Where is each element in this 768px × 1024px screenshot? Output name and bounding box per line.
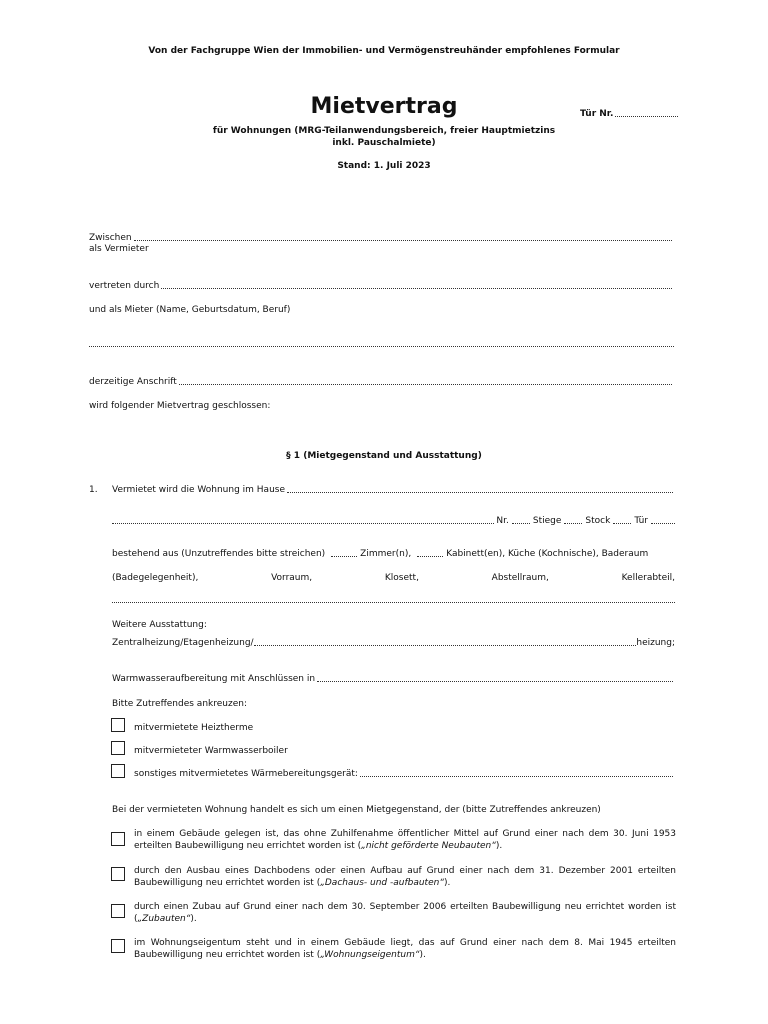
hot-water-label: Warmwasseraufbereitung mit Anschlüssen in	[112, 674, 316, 684]
contract-concluded-text: wird folgender Mietvertrag geschlossen:	[89, 401, 271, 411]
current-address-label: derzeitige Anschrift	[89, 377, 177, 387]
attic-extension-checkbox[interactable]	[111, 867, 125, 881]
unsubsidized-newbuild-checkbox[interactable]	[111, 832, 125, 846]
condominium-text	[134, 937, 676, 961]
address-details-row	[112, 515, 675, 527]
option-end: ).	[495, 841, 503, 851]
document-title: Mietvertrag	[310, 94, 458, 119]
landlord-label: als Vermieter	[89, 244, 149, 254]
current-address-line[interactable]	[179, 384, 672, 385]
other-heater-checkbox[interactable]	[111, 764, 125, 778]
water-boiler-label: mitvermieteter Warmwasserboiler	[134, 746, 288, 756]
version-date: Stand: 1. Juli 2023	[337, 161, 431, 171]
room-types-row	[112, 572, 675, 584]
heating-unit-label: mitvermietete Heiztherme	[134, 723, 254, 733]
tenant-label: und als Mieter (Name, Geburtsdatum, Beruf)	[89, 305, 291, 315]
room-extra-line[interactable]	[112, 602, 675, 603]
rented-flat-label: Vermietet wird die Wohnung im Hause	[112, 485, 285, 495]
room-type: Klosett,	[384, 573, 419, 583]
option-end: ).	[419, 950, 426, 960]
form-origin-note: Von der Fachgruppe Wien der Immobilien- und Vermögenstreuhänder empfohlenes Formular	[148, 46, 620, 56]
heating-field[interactable]	[112, 637, 675, 649]
rooms-count-line[interactable]	[331, 556, 357, 557]
subtitle-line-2: inkl. Pauschalmiete)	[332, 138, 436, 148]
landlord-line[interactable]	[134, 240, 672, 241]
option-end: ).	[190, 914, 197, 924]
current-address-field[interactable]	[89, 376, 674, 388]
option-term: „Dachaus- und -aufbauten“	[320, 878, 444, 888]
heating-line[interactable]	[254, 645, 637, 646]
option-text: durch einen Zubau auf Grund einer nach dem 30. September 2006 erteilten Baubewilligung neu errichtet worden ist (	[134, 902, 676, 924]
water-boiler-checkbox[interactable]	[111, 741, 125, 755]
object-type-instruction: Bei der vermieteten Wohnung handelt es sich um einen Mietgegenstand, der (bitte Zutreffendes ankreuzen)	[112, 805, 601, 815]
cabinet-count-line[interactable]	[417, 556, 443, 557]
item-number: 1.	[89, 485, 98, 495]
hot-water-field[interactable]	[112, 673, 675, 685]
represented-by-field[interactable]	[89, 280, 674, 292]
other-heater-label: sonstiges mitvermietetes Wärmebereitungsgerät:	[134, 769, 358, 779]
option-term: „Wohnungseigentum“	[320, 950, 420, 960]
option-text: im Wohnungseigentum steht und in einem Gebäude liegt, das auf Grund einer nach dem 8. Mai 1945 erteilten Baubewilligung neu errichtet worden ist (	[134, 938, 676, 960]
floor-label: Stock	[585, 516, 611, 526]
number-label: Nr.	[496, 516, 509, 526]
tenant-line[interactable]	[89, 346, 674, 347]
option-text: durch den Ausbau eines Dachbodens oder einen Aufbau auf Grund einer nach dem 31. Dezember 2001 erteilten Baubewilligung neu errichtet worden ist (	[134, 866, 676, 888]
subtitle-line-1: für Wohnungen (MRG-Teilanwendungsbereich, freier Hauptmietzins	[212, 126, 556, 136]
option-term: „nicht geförderte Neubauten“	[361, 841, 496, 851]
house-line[interactable]	[287, 492, 673, 493]
other-heater-line[interactable]	[360, 776, 673, 777]
section-1-heading: § 1 (Mietgegenstand und Ausstattung)	[286, 451, 482, 461]
attic-extension-text	[134, 865, 676, 889]
consisting-of-label: bestehend aus (Unzutreffendes bitte streichen)	[112, 549, 326, 559]
cabinet-kitchen-bath-label: Kabinett(en), Küche (Kochnische), Baderaum	[446, 549, 649, 559]
door-label: Tür	[634, 516, 648, 526]
unsubsidized-newbuild-text	[134, 828, 676, 852]
heating-suffix: heizung;	[636, 638, 675, 648]
door-line[interactable]	[651, 523, 675, 524]
door-number-label: Tür Nr.	[580, 109, 614, 119]
annex-text	[134, 901, 676, 925]
option-end: ).	[443, 878, 451, 888]
house-field[interactable]	[112, 484, 675, 496]
annex-checkbox[interactable]	[111, 904, 125, 918]
door-number-field[interactable]	[580, 108, 680, 120]
landlord-field[interactable]	[89, 232, 674, 244]
rooms-label: Zimmer(n),	[360, 549, 412, 559]
heating-unit-checkbox[interactable]	[111, 718, 125, 732]
represented-by-line[interactable]	[161, 288, 672, 289]
street-line[interactable]	[112, 523, 494, 524]
staircase-line[interactable]	[564, 523, 582, 524]
option-text: in einem Gebäude gelegen ist, das ohne Zuhilfenahme öffentlicher Mittel auf Grund einer nach dem 30. Juni 1953 erteilten Baubewilligung neu errichtet worden ist (	[134, 829, 676, 851]
condominium-checkbox[interactable]	[111, 939, 125, 953]
other-heater-field[interactable]	[134, 768, 675, 780]
hot-water-line[interactable]	[317, 681, 673, 682]
room-type: (Badegelegenheit),	[112, 573, 199, 583]
check-instruction: Bitte Zutreffendes ankreuzen:	[112, 699, 247, 709]
room-type: Kellerabteil,	[621, 573, 675, 583]
room-type: Abstellraum,	[491, 573, 549, 583]
option-term: „Zubauten“	[137, 914, 191, 924]
room-type: Vorraum,	[271, 573, 313, 583]
floor-line[interactable]	[613, 523, 631, 524]
additional-equipment-label: Weitere Ausstattung:	[112, 620, 207, 630]
between-label: Zwischen	[89, 233, 132, 243]
represented-by-label: vertreten durch	[89, 281, 160, 291]
staircase-label: Stiege	[532, 516, 562, 526]
number-line[interactable]	[512, 523, 530, 524]
rooms-row	[112, 548, 675, 560]
door-number-line[interactable]	[615, 116, 678, 117]
heating-label: Zentralheizung/Etagenheizung/	[112, 638, 254, 648]
